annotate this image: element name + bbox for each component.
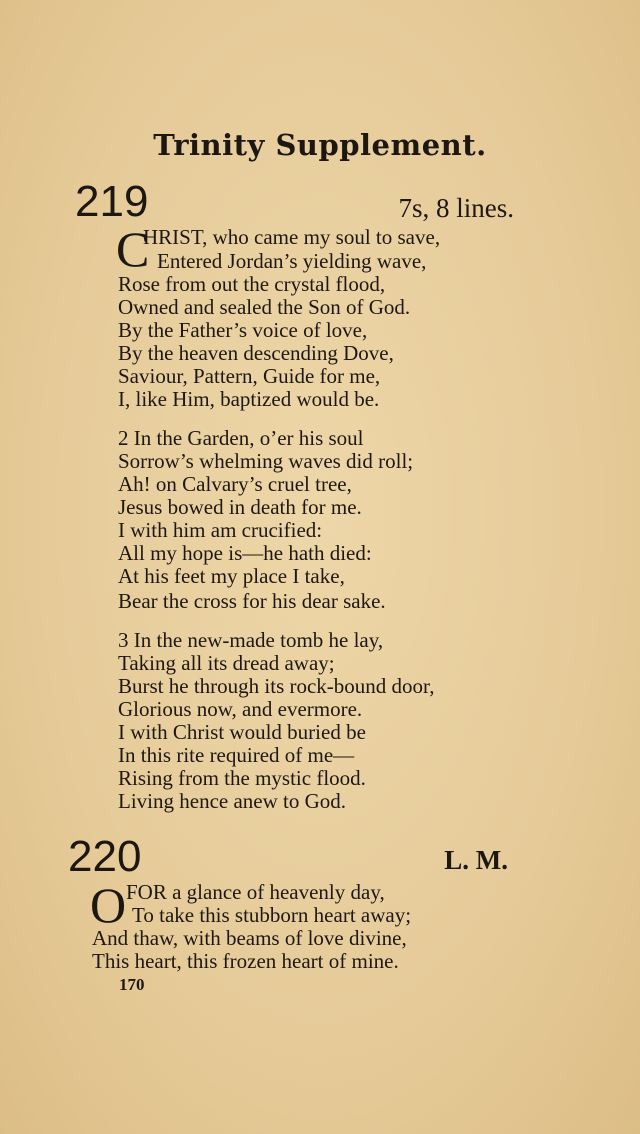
verse-line: Saviour, Pattern, Guide for me, xyxy=(118,364,381,388)
running-head: Trinity Supplement. xyxy=(153,128,487,162)
verse-line: Sorrow’s whelming waves did roll; xyxy=(118,449,414,473)
verse-line: Bear the cross for his dear sake. xyxy=(118,589,386,613)
verse-line: Glorious now, and evermore. xyxy=(118,697,363,721)
verse-line: Owned and sealed the Son of God. xyxy=(118,295,411,319)
drop-cap: O xyxy=(90,877,127,933)
verse-line: Burst he through its rock-bound door, xyxy=(118,674,435,698)
verse-line: 3 In the new-made tomb he lay, xyxy=(118,628,384,652)
verse-line: Entered Jordan’s yielding wave, xyxy=(157,249,427,273)
drop-cap: C xyxy=(116,221,150,277)
hymn-number: 220 xyxy=(68,832,142,881)
page-number: 170 xyxy=(119,975,145,994)
verse-line: Rising from the mystic flood. xyxy=(118,766,366,790)
hymn-meter: 7s, 8 lines. xyxy=(398,193,514,223)
verse-line: I with him am crucified: xyxy=(118,518,323,542)
verse-line: To take this stubborn heart away; xyxy=(132,903,412,927)
verse-line: And thaw, with beams of love divine, xyxy=(92,926,407,950)
verse-line: Ah! on Calvary’s cruel tree, xyxy=(118,472,352,496)
verse-line: 2 In the Garden, o’er his soul xyxy=(118,426,364,450)
verse-line: Living hence anew to God. xyxy=(118,789,347,813)
verse-first-line: FOR a glance of heavenly day, xyxy=(126,880,385,904)
verse-line: In this rite required of me— xyxy=(118,743,355,767)
verse-line: By the heaven descending Dove, xyxy=(118,341,394,365)
verse-line: I, like Him, baptized would be. xyxy=(118,387,380,411)
verse-line: This heart, this frozen heart of mine. xyxy=(92,949,399,973)
hymn-meter: L. M. xyxy=(444,845,508,875)
hymn-number: 219 xyxy=(75,177,149,226)
verse-line: Rose from out the crystal flood, xyxy=(118,272,386,296)
verse-line: Jesus bowed in death for me. xyxy=(118,495,362,519)
verse-line: I with Christ would buried be xyxy=(118,720,366,744)
verse-line: At his feet my place I take, xyxy=(118,564,345,588)
verse-line: Taking all its dread away; xyxy=(118,651,335,675)
verse-first-line: HRIST, who came my soul to save, xyxy=(143,225,441,249)
verse-line: All my hope is—he hath died: xyxy=(118,541,372,565)
verse-line: By the Father’s voice of love, xyxy=(118,318,368,342)
